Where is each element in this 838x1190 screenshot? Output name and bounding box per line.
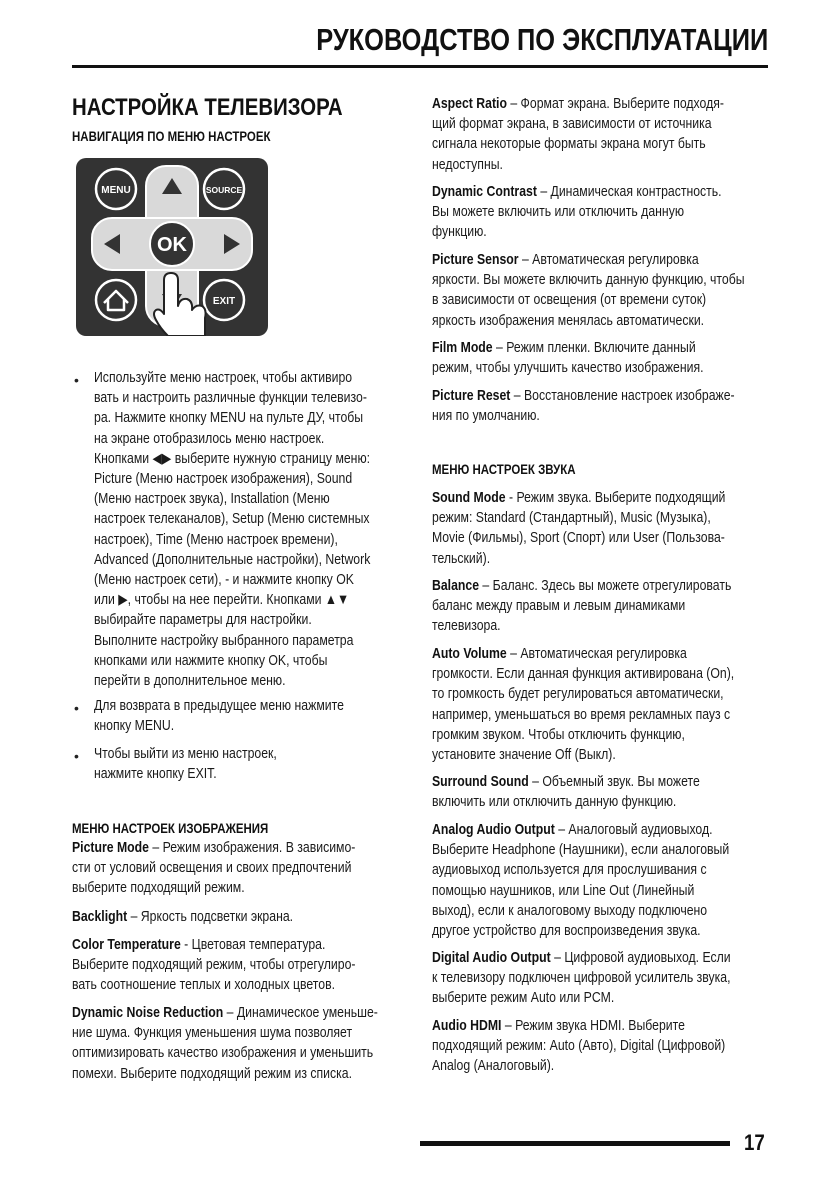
remote-dpad-svg [76,158,268,336]
bullet-3-text: Чтобы выйти из меню настроек, нажмите кнопку EXIT. [94,746,277,783]
bullet-2-dot: • [74,700,79,716]
nav-heading: НАВИГАЦИЯ ПО МЕНЮ НАСТРОЕК [72,129,271,144]
dynamic-contrast-item: Dynamic Contrast – Динамическая контрастность. Вы можете включить или отключить данную функцию. [432,184,722,241]
exit-label: EXIT [212,296,236,307]
footer-rule [420,1141,730,1146]
home-button [96,280,136,320]
analog-audio-output-item: Analog Audio Output – Аналоговый аудиовыход. Выберите Headphone (Наушники), если аналоговый аудиовыход используется для прослушивания с помощью наушников, или Line Out (Линейный выход), если к аналоговому выходу подключено другое устройство для воспроизведения звука. [432,822,730,940]
backlight-item: Backlight – Яркость подсветки экрана. [72,909,294,925]
surround-sound-item: Surround Sound – Объемный звук. Вы можете включить или отключить данную функцию. [432,774,700,811]
sound-menu-heading: МЕНЮ НАСТРОЕК ЗВУКА [432,462,576,477]
picture-mode-item: Picture Mode – Режим изображения. В зависимо- сти от условий освещения и своих предпочтений выберите подходящий режим. [72,840,356,897]
color-temperature-item: Color Temperature - Цветовая температура. Выберите подходящий режим, чтобы отрегулиро- вать соотношение теплых и холодных цветов. [72,937,356,994]
picture-reset-item: Picture Reset – Восстановление настроек изображе- ния по умолчанию. [432,388,735,425]
audio-hdmi-item: Audio HDMI – Режим звука HDMI. Выберите подходящий режим: Auto (Авто), Digital (Цифровой) Analog (Аналоговый). [432,1018,726,1075]
menu-label: MENU [101,185,131,196]
picture-sensor-item: Picture Sensor – Автоматическая регулировка яркости. Вы можете включить данную функцию, чтобы в зависимости от освещения (от времени суток) яркость изображения менялась автоматически. [432,252,745,329]
bullet-1-dot: • [74,372,79,388]
bullet-1-text: Используйте меню настроек, чтобы активиро вать и настроить различные функции телевизо- ра. Нажмите кнопку MENU на пульте ДУ, чтобы на экране отобразилось меню настроек. Кнопками ◀▶ выберите нужную страницу меню: Picture (Меню настроек изображения), Sound (Меню настроек звука), Installation (Меню настроек телеканалов), Setup (Меню системных настроек), Time (Меню настроек времени), Advanced (Дополнительные настройки), Network (Меню настроек сети), - и нажмите кнопку OK или ▶, чтобы на нее перейти. Кнопками ▲▼ выбирайте параметры для настройки. Выполните настройку выбранного параметра кнопками или нажмите кнопку OK, чтобы перейти в дополнительное меню. [94,370,371,690]
ok-label: OK [157,234,187,256]
bullet-3-dot: • [74,748,79,764]
balance-item: Balance – Баланс. Здесь вы можете отрегулировать баланс между правым и левым динамиками телевизора. [432,578,732,635]
digital-audio-output-item: Digital Audio Output – Цифровой аудиовыход. Если к телевизору подключен цифровой усилитель звука, выберите режим Auto или PCM. [432,950,731,1007]
noise-reduction-item: Dynamic Noise Reduction – Динамическое уменьше- ние шума. Функция уменьшения шума позволяет оптимизировать качество изображения и уменьшить помехи. Выберите подходящий режим из списка. [72,1005,378,1082]
auto-volume-item: Auto Volume – Автоматическая регулировка громкости. Если данная функция активирована (On), то громкость будет регулироваться автоматически, например, уменьшаться во время рекламных пауз с громким звуком. Чтобы отключить функцию, установите значение Off (Выкл). [432,646,735,764]
source-label: SOURCE [205,185,243,195]
bullet-2-text: Для возврата в предыдущее меню нажмите кнопку MENU. [94,698,344,735]
aspect-ratio-item: Aspect Ratio – Формат экрана. Выберите подходя- щий формат экрана, в зависимости от источника сигнала некоторые форматы экрана могут быть недоступны. [432,96,724,173]
section-title: НАСТРОЙКА ТЕЛЕВИЗОРА [72,94,343,121]
picture-menu-heading: МЕНЮ НАСТРОЕК ИЗОБРАЖЕНИЯ [72,821,269,836]
page-header-title: РУКОВОДСТВО ПО ЭКСПЛУАТАЦИИ [315,22,768,57]
remote-illustration [76,158,268,336]
film-mode-item: Film Mode – Режим пленки. Включите данный режим, чтобы улучшить качество изображения. [432,340,704,377]
header-rule [72,65,768,68]
sound-mode-item: Sound Mode - Режим звука. Выберите подходящий режим: Standard (Стандартный), Music (Музыка), Movie (Фильмы), Sport (Спорт) или User (Пользова- тельский). [432,490,726,567]
page-number: 17 [744,1130,765,1155]
